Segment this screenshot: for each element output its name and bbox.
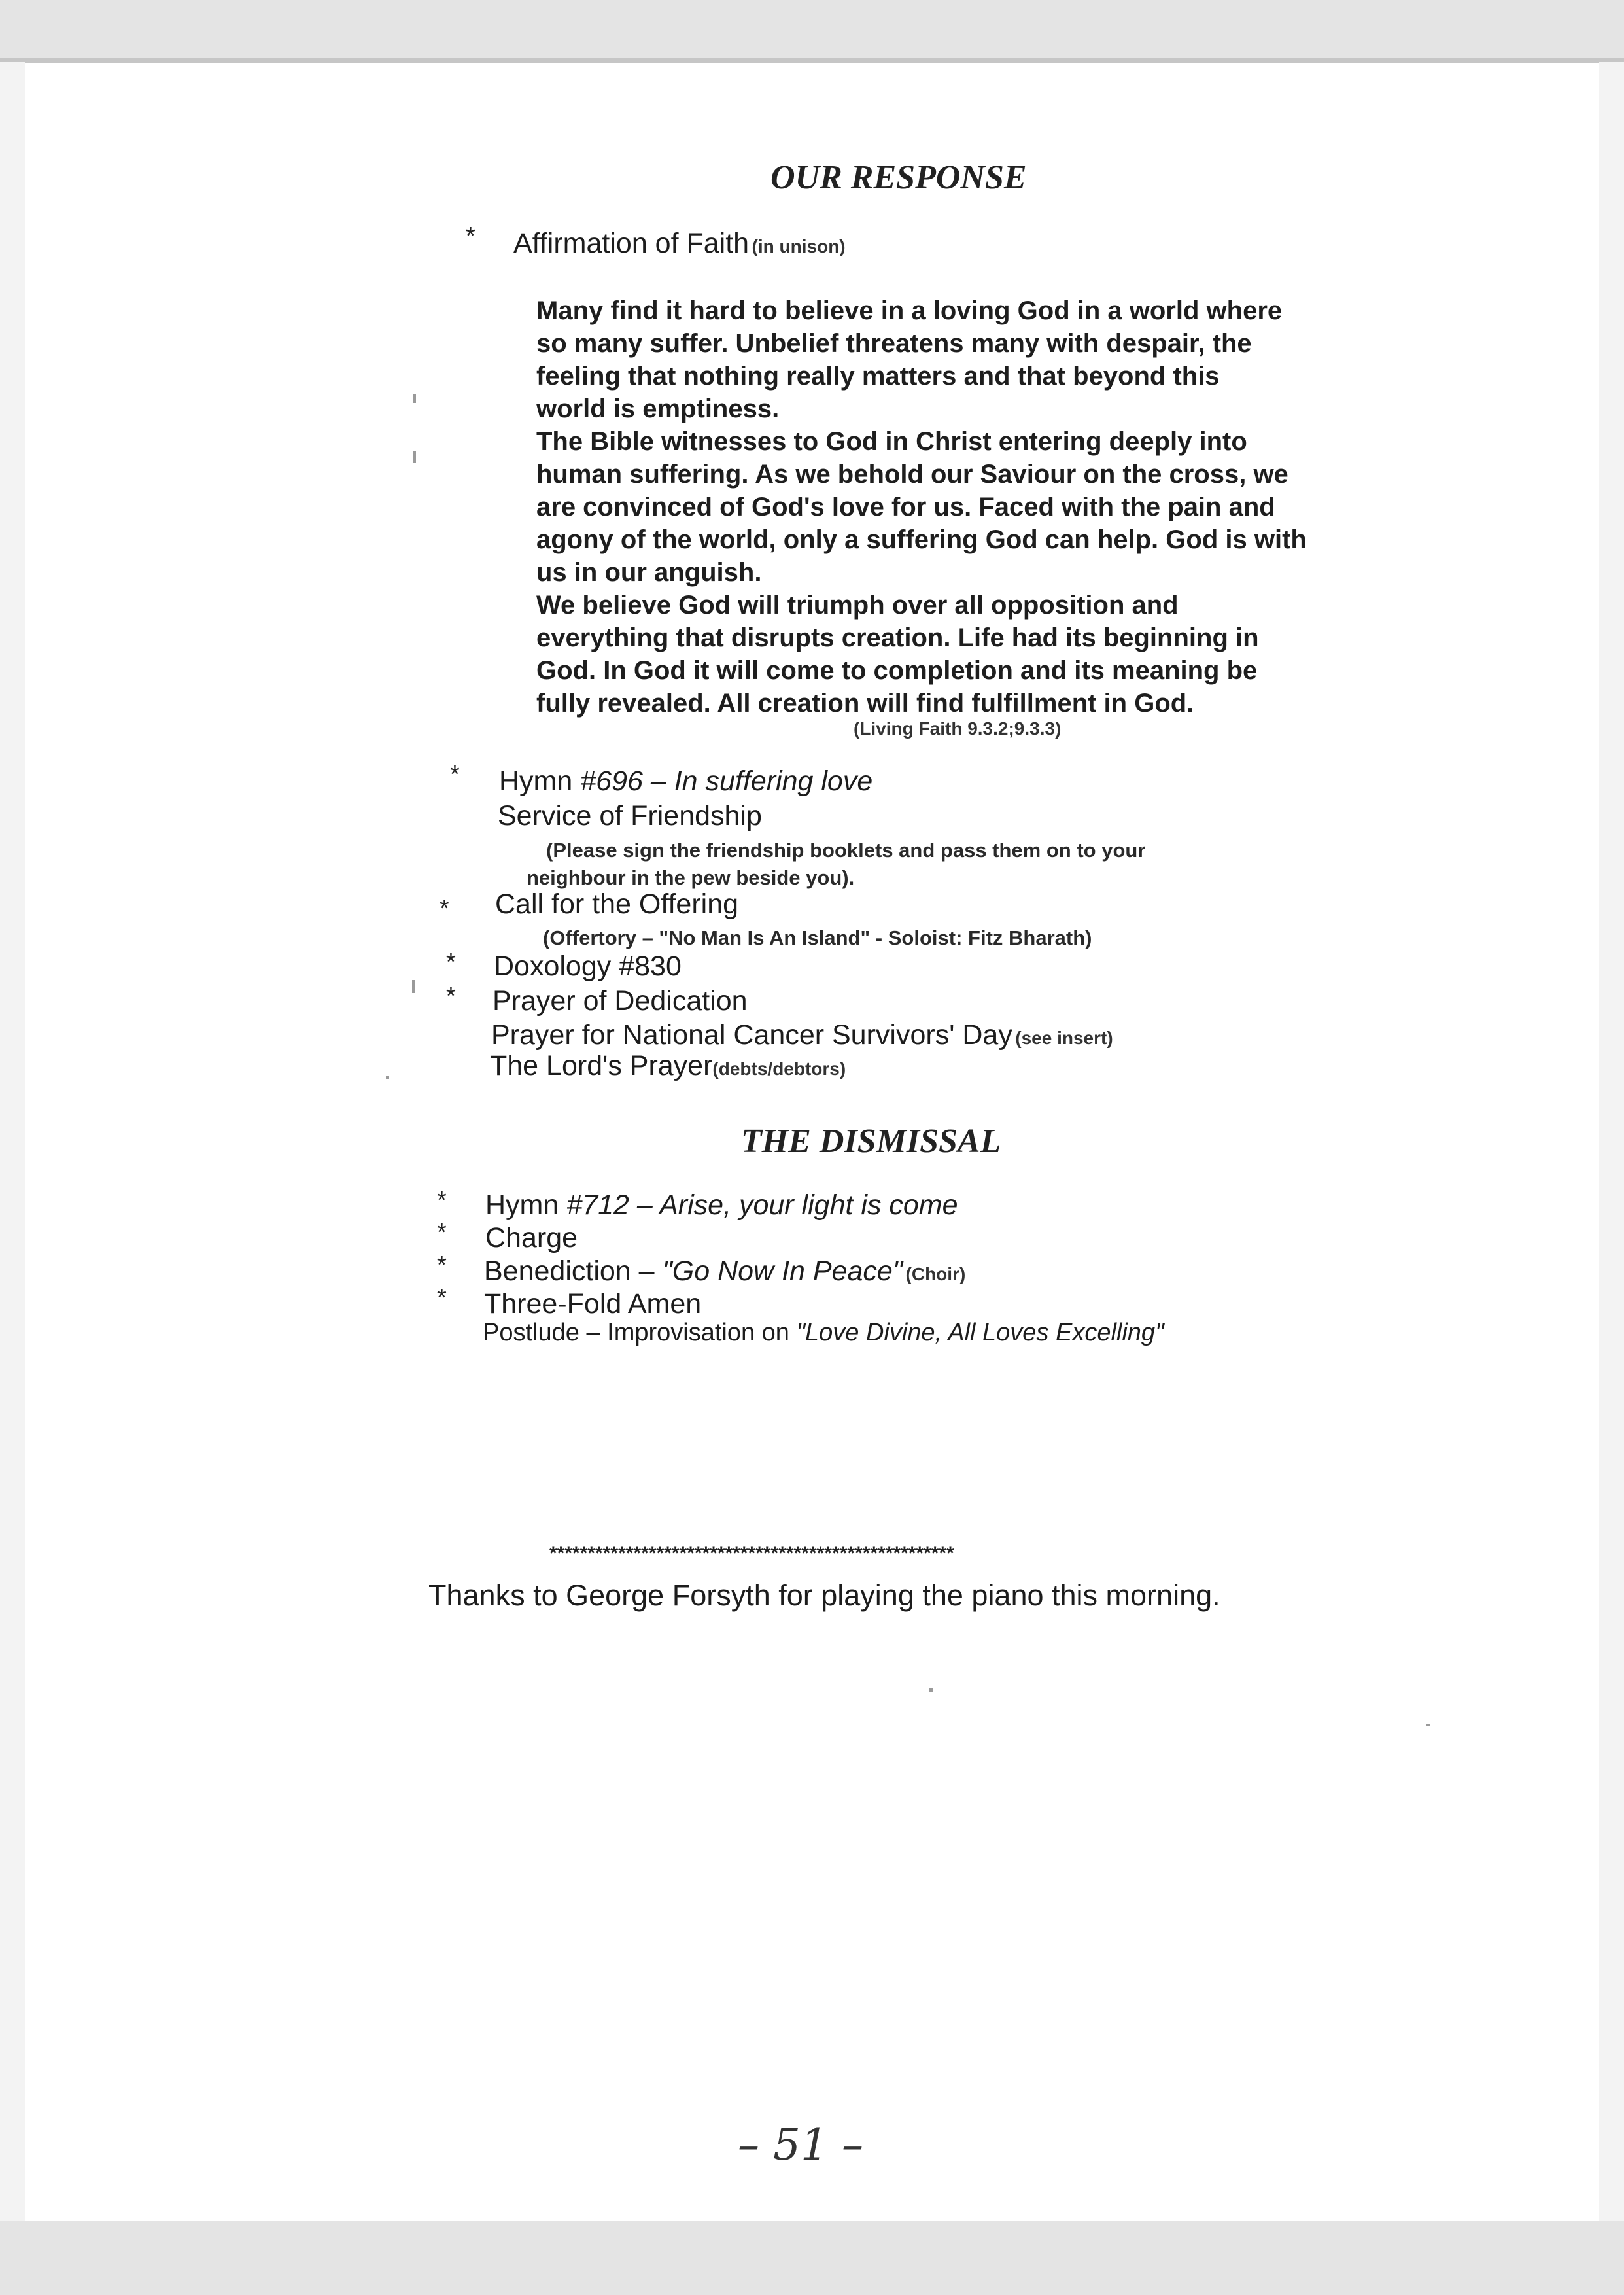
doxology: Doxology #830 (494, 951, 682, 982)
scanner-top-band (0, 0, 1624, 62)
scan-speck (413, 394, 416, 403)
standing-marker: * (437, 1252, 447, 1279)
hymn-696-title: #696 – In suffering love (580, 765, 873, 797)
affirmation-citation: (Living Faith 9.3.2;9.3.3) (854, 718, 1062, 739)
prayer-of-dedication: Prayer of Dedication (492, 985, 748, 1017)
scanner-left-margin (0, 62, 25, 2221)
affirmation-line: fully revealed. All creation will find fulfillment in God. (536, 689, 1194, 718)
dismissal-heading: THE DISMISSAL (741, 1123, 1001, 1160)
scanner-bottom-band (0, 2221, 1624, 2295)
affirmation-line: are convinced of God's love for us. Faced with the pain and (536, 493, 1275, 521)
standing-marker: * (437, 1187, 447, 1214)
affirmation-line: The Bible witnesses to God in Christ entering deeply into (536, 427, 1247, 456)
standing-marker: * (437, 1284, 447, 1312)
affirmation-line: everything that disrupts creation. Life had its beginning in (536, 623, 1259, 652)
affirmation-line: Many find it hard to believe in a loving God in a world where (536, 296, 1283, 325)
standing-marker: * (437, 1219, 447, 1246)
three-fold-amen: Three-Fold Amen (484, 1288, 702, 1320)
scanner-right-margin (1599, 62, 1624, 2221)
offertory-note: (Offertory – "No Man Is An Island" - Soloist: Fitz Bharath) (543, 926, 1092, 949)
affirmation-note: (in unison) (752, 236, 846, 256)
lords-prayer (490, 1050, 846, 1082)
hymn-712-prefix: Hymn (485, 1189, 567, 1221)
standing-marker: * (466, 222, 475, 250)
separator-line: ***************************************************** (549, 1543, 954, 1564)
postlude (483, 1319, 1164, 1347)
standing-marker: * (450, 761, 460, 788)
response-heading: OUR RESPONSE (770, 159, 1027, 196)
cancer-prayer-note: (see insert) (1015, 1028, 1113, 1048)
thanks-note: Thanks to George Forsyth for playing the piano this morning. (428, 1579, 1220, 1612)
scan-speck (413, 451, 416, 463)
affirmation-line: agony of the world, only a suffering God can help. God is with (536, 525, 1307, 554)
hymn-696-prefix: Hymn (499, 765, 581, 797)
benediction-note: (Choir) (905, 1264, 966, 1284)
friendship-note-line-1: (Please sign the friendship booklets and pass them on to your (546, 839, 1146, 862)
affirmation-line: world is emptiness. (536, 394, 780, 423)
benediction (484, 1255, 965, 1288)
scanner-top-edge (0, 58, 1624, 63)
hymn-712-title: #712 – Arise, your light is come (566, 1189, 958, 1221)
affirmation-line: us in our anguish. (536, 558, 762, 587)
postlude-title: "Love Divine, All Loves Excelling" (796, 1319, 1164, 1346)
cancer-survivors-prayer (491, 1019, 1113, 1051)
benediction-title: "Go Now In Peace" (662, 1255, 903, 1287)
scan-speck (1426, 1724, 1430, 1726)
page-number: – 51 – (738, 2120, 863, 2170)
standing-marker: * (446, 983, 456, 1010)
scan-speck (386, 1076, 389, 1079)
friendship-note-line-2: neighbour in the pew beside you). (527, 866, 855, 889)
standing-marker: * (446, 949, 456, 976)
lords-prayer-note: (debts/debtors) (712, 1059, 846, 1079)
service-of-friendship: Service of Friendship (498, 800, 762, 832)
affirmation-line: so many suffer. Unbelief threatens many with despair, the (536, 329, 1252, 358)
affirmation-line: We believe God will triumph over all opposition and (536, 591, 1179, 620)
affirmation-line: feeling that nothing really matters and that beyond this (536, 362, 1220, 391)
affirmation-line: God. In God it will come to completion and its meaning be (536, 656, 1258, 685)
affirmation-text (536, 294, 1387, 720)
hymn-696 (499, 765, 872, 797)
lords-prayer-title: The Lord's Prayer (490, 1050, 713, 1081)
affirmation-title: Affirmation of Faith (513, 228, 750, 259)
scan-speck (929, 1688, 933, 1692)
hymn-712 (485, 1189, 958, 1221)
cancer-prayer-title: Prayer for National Cancer Survivors' Day (491, 1019, 1012, 1051)
call-for-offering: Call for the Offering (495, 888, 739, 920)
affirmation-heading (513, 228, 846, 260)
scan-speck (412, 980, 415, 993)
benediction-prefix: Benediction – (484, 1255, 663, 1287)
affirmation-line: human suffering. As we behold our Saviour on the cross, we (536, 460, 1288, 489)
charge: Charge (485, 1222, 578, 1253)
postlude-prefix: Postlude – Improvisation on (483, 1319, 797, 1346)
standing-marker: * (440, 895, 449, 922)
